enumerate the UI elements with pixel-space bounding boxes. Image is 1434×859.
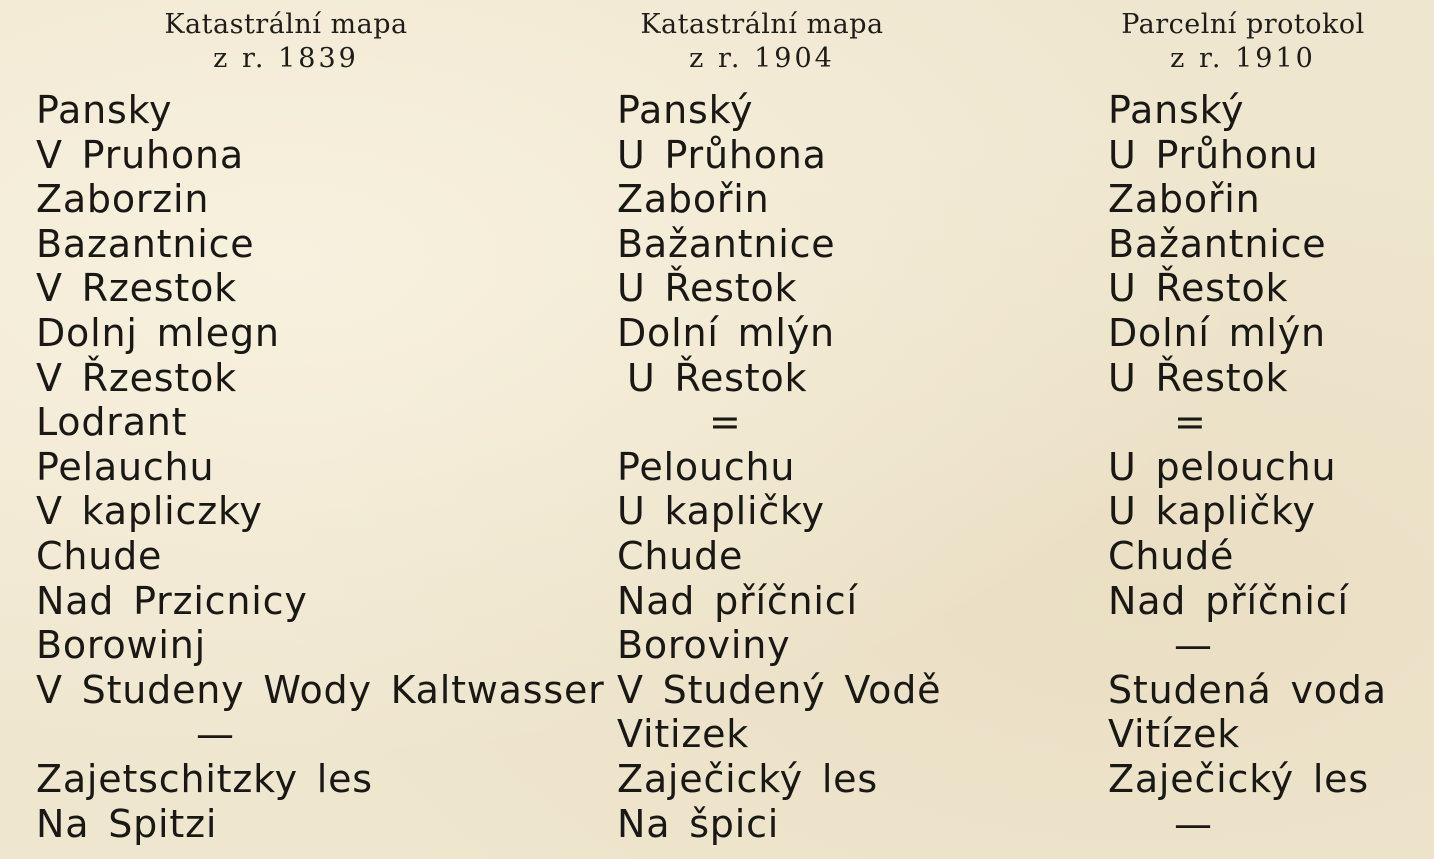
list-item: — (1174, 801, 1213, 846)
list-item: Nad příčnicí (617, 578, 858, 623)
list-item: Na Spitzi (36, 801, 218, 846)
list-item: Zaječický les (1108, 756, 1369, 801)
list-item: V Rzestok (36, 266, 237, 311)
column-title: Katastrální mapa (640, 9, 884, 40)
list-item: U Řestok (627, 355, 808, 400)
list-item: V kapliczky (36, 489, 263, 534)
column-header (106, 8, 466, 76)
list-item: Nad Przicnicy (36, 578, 308, 623)
list-item: Borowinj (36, 623, 207, 668)
list-item: Zabořin (617, 177, 770, 222)
list-item: Na špici (617, 801, 780, 846)
list-item: Studená voda (1108, 667, 1387, 712)
list-item: Lodrant (36, 400, 188, 445)
list-item: Chude (617, 533, 744, 578)
list-item: Pelauchu (36, 444, 215, 489)
list-item: Bazantnice (36, 221, 255, 266)
list-item: V Studený Vodě (617, 667, 942, 712)
list-item: Panský (1108, 88, 1245, 132)
list-item: Zaječický les (617, 756, 878, 801)
list-item: Nad příčnicí (1108, 578, 1349, 623)
list-item: Vitízek (1108, 712, 1241, 757)
list-item: Bažantnice (617, 221, 836, 266)
list-item: Boroviny (617, 623, 791, 668)
list-item: U kapličky (617, 489, 825, 534)
list-item: Chude (36, 533, 163, 578)
list-item: Vitizek (617, 712, 750, 757)
list-item: Panský (617, 88, 754, 132)
list-item: Zabořin (1108, 177, 1261, 222)
list-item: Dolní mlýn (1108, 310, 1326, 355)
list-item: V Studeny Wody Kaltwasser (36, 667, 605, 712)
list-item: = (709, 400, 742, 445)
list-item: V Pruhona (36, 132, 244, 177)
place-name-list (36, 88, 605, 846)
column-header (577, 8, 947, 76)
list-item: Dolnj mlegn (36, 310, 280, 355)
list-item: U Průhona (617, 132, 827, 177)
list-item: Pansky (36, 88, 173, 132)
list-item: Chudé (1108, 533, 1235, 578)
list-item: V Řzestok (36, 355, 237, 400)
list-item: U kapličky (1108, 489, 1316, 534)
column-year: z r. 1904 (689, 43, 835, 74)
list-item: Pelouchu (617, 444, 796, 489)
list-item: Dolní mlýn (617, 310, 835, 355)
list-item: Zajetschitzky les (36, 756, 373, 801)
column-year: z r. 1910 (1170, 43, 1316, 74)
list-item: U Řestok (1108, 266, 1289, 311)
list-item: U pelouchu (1108, 444, 1337, 489)
list-item: U Průhonu (1108, 132, 1319, 177)
list-item: U Řestok (1108, 355, 1289, 400)
list-item: = (1174, 400, 1207, 445)
list-item: Bažantnice (1108, 221, 1327, 266)
place-name-list (617, 88, 941, 846)
list-item: — (1174, 623, 1213, 668)
place-name-list (1108, 88, 1387, 846)
list-item: — (196, 712, 235, 757)
column-title: Parcelní protokol (1121, 9, 1365, 40)
column-title: Katastrální mapa (164, 9, 408, 40)
column-year: z r. 1839 (213, 43, 359, 74)
list-item: Zaborzin (36, 177, 210, 222)
list-item: U Řestok (617, 266, 798, 311)
column-header (1058, 8, 1428, 76)
